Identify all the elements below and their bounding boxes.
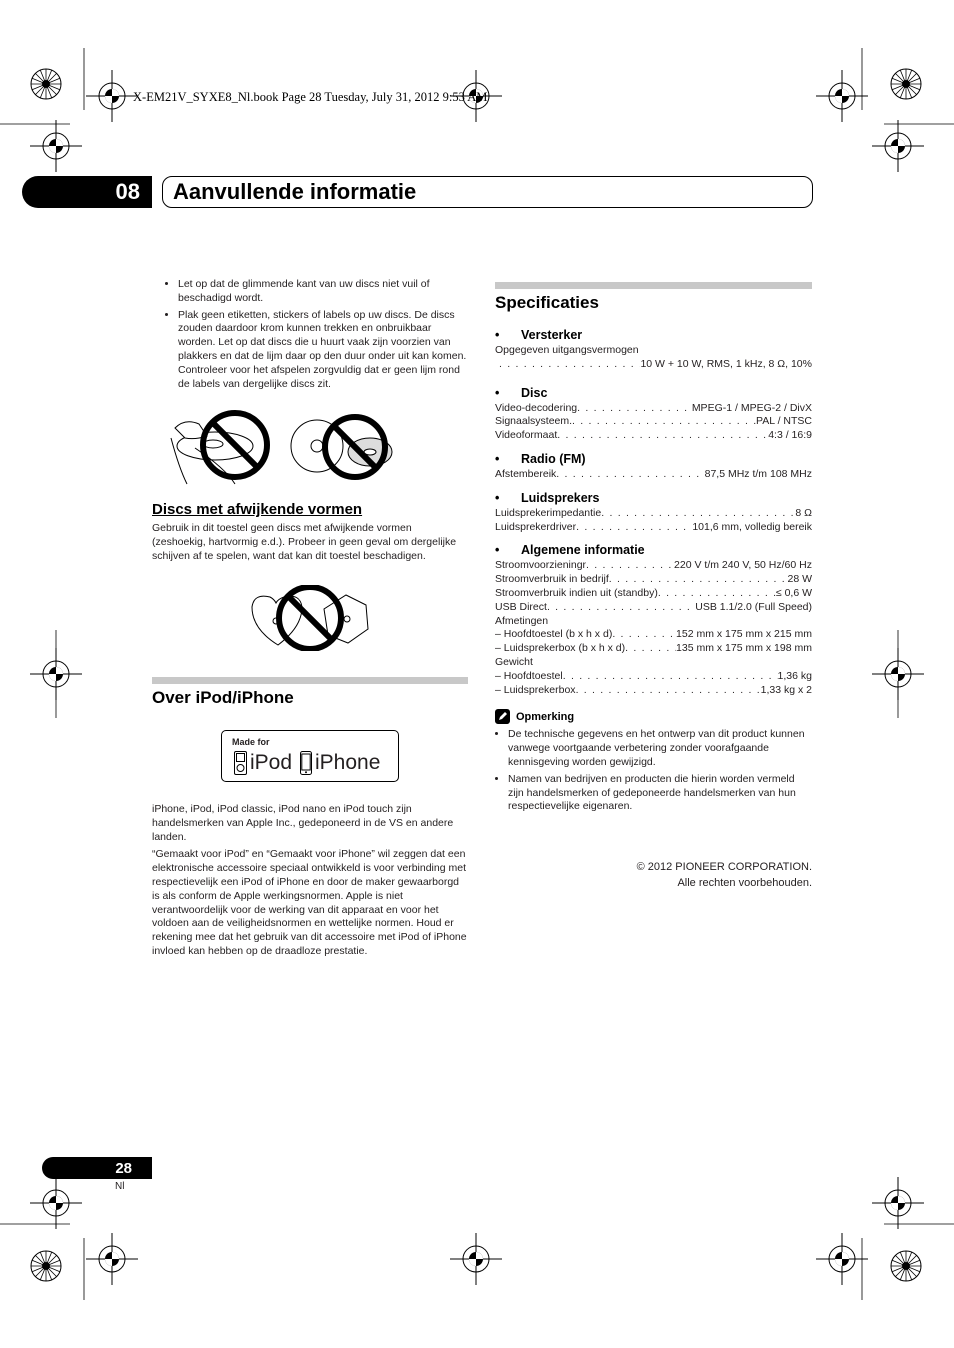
- spec-label: Afmetingen: [495, 614, 549, 627]
- spec-row: Stroomverbruik in bedrijf . . . 28 W: [495, 573, 812, 587]
- note-heading: Opmerking: [495, 709, 812, 724]
- ipod-section: [152, 688, 468, 708]
- section-rule: [152, 677, 468, 684]
- section-rule: [495, 282, 812, 289]
- ipod-icon: [234, 751, 247, 775]
- spec-row: – Hoofdtoestel (b x h x d) . . . 152 mm x 175 mm x 215 mm: [495, 628, 812, 642]
- list-item: • Namen van bedrijven en producten die hierin worden vermeld zijn handelsmerken of gedeponeerde handelsmerken van hun respectievelijke eigenaren.: [508, 773, 812, 814]
- logo-made-for-text: Made for: [232, 737, 270, 747]
- disc-warning-illustration: [165, 408, 395, 486]
- spec-heading-radio: • Radio (FM): [495, 451, 586, 466]
- spec-row: Signaalsysteem. . . . PAL / NTSC: [495, 415, 812, 429]
- copyright: © 2012 PIONEER CORPORATION. Alle rechten voorbehouden.: [636, 861, 812, 889]
- note-list: [495, 728, 812, 814]
- spec-row: Stroomvoorzieningr . . . 220 V t/m 240 V, 50 Hz/60 Hz: [495, 559, 812, 573]
- print-header: X-EM21V_SYXE8_Nl.book Page 28 Tuesday, July 31, 2012 9:53 AM: [133, 90, 488, 104]
- made-for-ipod-iphone-logo: [221, 730, 399, 782]
- specs-section: [495, 293, 812, 817]
- spec-row: Video-decodering . . . MPEG-1 / MPEG-2 / DivX: [495, 402, 812, 416]
- spec-row: Luidsprekerimpedantie . . . 8 Ω: [495, 507, 812, 521]
- iphone-icon: [300, 751, 312, 775]
- ipod-paragraph-1: iPhone, iPod, iPod classic, iPod nano en iPod touch zijn handelsmerken van Apple Inc., gedeponeerd in de VS en andere landen.: [152, 803, 454, 843]
- pencil-note-icon: [495, 709, 510, 724]
- odd-discs-section: [152, 501, 468, 567]
- spec-row: Stroomverbruik indien uit (standby) . . . ≤ 0,6 W: [495, 587, 812, 601]
- spec-row: Videoformaat . . . 4:3 / 16:9: [495, 429, 812, 443]
- spec-row: – Hoofdtoestel . . . 1,36 kg: [495, 670, 812, 684]
- left-column: [152, 278, 468, 394]
- logo-ipod: iPod: [234, 751, 292, 775]
- list-item: • Plak geen etiketten, stickers of labels op uw discs. De discs zouden daardoor krom kunnen trekken en onbruikbaar worden. Let op dat discs die u huurt vaak zijn voorzien van plakkers en dat de lijm daar op den duur onder uit kan komen. Controleer voor het afspelen zorgvuldig dat er geen lijm rond de labels van dergelijke discs zit.: [178, 309, 468, 392]
- chapter-title: Aanvullende informatie: [162, 176, 813, 208]
- specs-heading: Specificaties: [495, 293, 599, 312]
- odd-discs-text: Gebruik in dit toestel geen discs met afwijkende vormen (zeshoekig, hartvormig e.d.). Probeer in geen geval om dergelijke schijven af te spelen, want dat kan dit toestel beschadigen.: [152, 522, 457, 562]
- spec-row: – Luidsprekerbox . . . 1,33 kg x 2: [495, 684, 812, 698]
- spec-row: . . . 10 W + 10 W, RMS, 1 kHz, 8 Ω, 10%: [495, 358, 812, 372]
- odd-discs-heading: Discs met afwijkende vormen: [152, 501, 363, 518]
- disc-care-list: [152, 278, 468, 391]
- ipod-heading: Over iPod/iPhone: [152, 688, 294, 707]
- ipod-text: [152, 803, 468, 963]
- spec-row: USB Direct . . . USB 1.1/2.0 (Full Speed): [495, 601, 812, 615]
- page-number: 28: [42, 1157, 152, 1179]
- spec-row: – Luidsprekerbox (b x h x d) . . . 135 mm x 175 mm x 198 mm: [495, 642, 812, 656]
- list-item: • De technische gegevens en het ontwerp van dit product kunnen vanwege voortgaande verbetering zonder voorafgaande kennisgeving worden gewijzigd.: [508, 728, 812, 769]
- chapter-number: 08: [22, 176, 152, 208]
- spec-heading-disc: • Disc: [495, 385, 548, 400]
- language-code: Nl: [115, 1181, 125, 1192]
- spec-row: Luidsprekerdriver . . . 101,6 mm, volledig bereik: [495, 521, 812, 535]
- odd-shaped-disc-illustration: [248, 585, 374, 651]
- spec-label: Opgegeven uitgangsvermogen: [495, 344, 639, 356]
- list-item: • Let op dat de glimmende kant van uw discs niet vuil of beschadigd wordt.: [178, 278, 468, 306]
- spec-heading-general: • Algemene informatie: [495, 543, 645, 558]
- spec-heading-versterker: • Versterker: [495, 328, 583, 342]
- spec-row: Afstembereik . . . 87,5 MHz t/m 108 MHz: [495, 468, 812, 482]
- ipod-paragraph-2: “Gemaakt voor iPod” en “Gemaakt voor iPhone” wil zeggen dat een elektronische accessoire speciaal ontwikkeld is voor verbinding met respectievelijk een iPod of iPhone en door de maker gewaarborgd is als conform de Apple werkingsnormen. Apple is niet verantwoordelijk voor de werking van dit apparaat en voor het voldoen aan de veiligheidsnormen en wettelijke normen. Houd er rekening mee dat het gebruik van dit accessoire met iPod of iPhone invloed kan hebben op de draadloze prestatie.: [152, 848, 467, 957]
- spec-label: Gewicht: [495, 655, 533, 668]
- logo-iphone: iPhone: [300, 751, 380, 775]
- spec-heading-speakers: • Luidsprekers: [495, 490, 600, 505]
